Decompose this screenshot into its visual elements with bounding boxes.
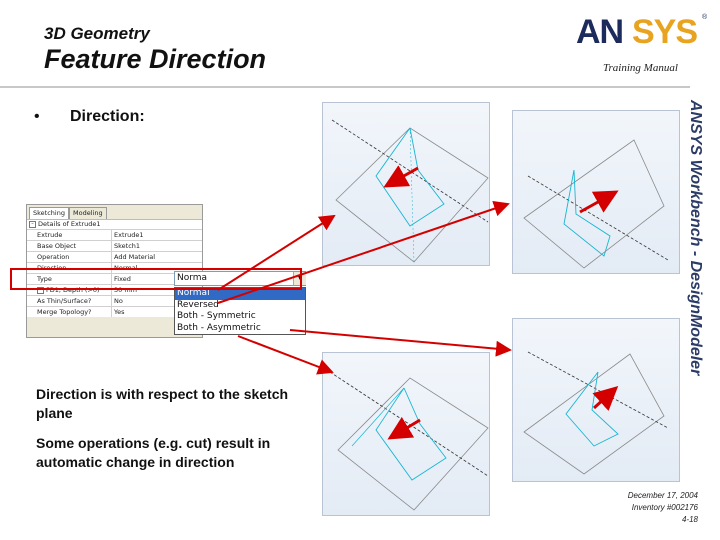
property-key: Base Object [27, 241, 112, 251]
direction-dropdown[interactable]: Norma [174, 271, 306, 286]
details-title-label: Details of Extrude1 [38, 220, 101, 228]
collapse-icon[interactable]: – [29, 221, 36, 228]
page-title: Feature Direction [44, 44, 267, 74]
sketch-plane-3 [330, 372, 488, 510]
option-normal[interactable]: Normal [175, 288, 305, 300]
explanation-paragraph-1: Direction is with respect to the sketch plane [36, 386, 289, 421]
property-value: Yes [114, 308, 125, 316]
tab-modeling[interactable]: Modeling [69, 207, 107, 219]
section-subtitle: 3D Geometry [44, 24, 150, 43]
property-key: Type [27, 274, 112, 284]
property-key: Direction [27, 263, 112, 273]
svg-text:®: ® [702, 14, 708, 21]
property-value: Fixed [114, 275, 131, 283]
vertical-product-title: ANSYS Workbench - DesignModeler [687, 100, 704, 376]
sketch-plane-1 [332, 120, 488, 262]
property-value: 30 mm [114, 286, 138, 294]
svg-text:SYS: SYS [632, 13, 698, 50]
callout-arrow-symmetric [238, 336, 332, 372]
direction-arrow-symmetric [390, 420, 420, 438]
sketch-plane-4 [524, 352, 668, 474]
property-value: No [114, 297, 123, 305]
direction-heading: Direction: [70, 108, 145, 125]
training-manual-label: Training Manual [603, 62, 678, 74]
bullet-marker: • [34, 108, 40, 125]
option-both-asymmetric[interactable]: Both - Asymmetric [177, 322, 261, 333]
property-key: As Thin/Surface? [27, 296, 112, 306]
direction-arrow-reversed [580, 192, 616, 212]
chevron-down-icon[interactable]: ▼ [293, 272, 306, 285]
direction-arrow-normal [386, 168, 418, 186]
property-value: Normal [114, 264, 138, 272]
svg-text:AN: AN [576, 13, 624, 50]
property-value: Sketch1 [114, 242, 141, 250]
footer-inventory: Inventory #002176 [631, 503, 698, 512]
explanation-paragraph-2: Some operations (e.g. cut) result in automatic change in direction [36, 435, 271, 470]
callout-arrow-normal [218, 216, 334, 290]
option-reversed[interactable]: Reversed [177, 299, 219, 310]
callout-arrow-asymmetric [290, 330, 510, 350]
footer-date: December 17, 2004 [627, 491, 698, 500]
page-number: 4-18 [681, 515, 698, 524]
tab-sketching[interactable]: Sketching [29, 207, 69, 219]
option-both-symmetric[interactable]: Both - Symmetric [177, 311, 256, 321]
property-value: Extrude1 [114, 231, 144, 239]
property-value: Add Material [114, 253, 156, 261]
property-key: Operation [27, 252, 112, 262]
callout-arrow-reversed [218, 204, 508, 303]
property-key: Extrude [27, 230, 112, 240]
property-key-label: FD1, Depth (>0) [46, 286, 100, 294]
property-key: Merge Topology? [27, 307, 112, 317]
footer-info [560, 490, 698, 526]
